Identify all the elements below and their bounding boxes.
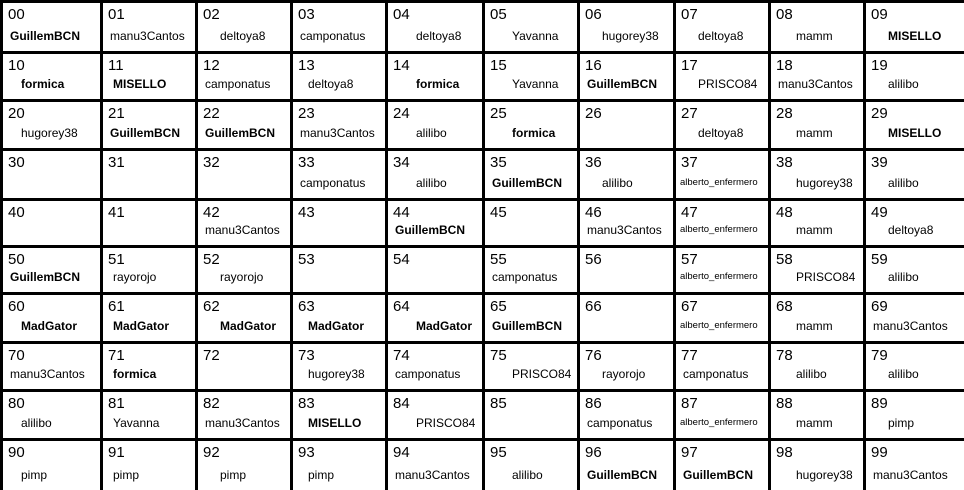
- grid-cell: [388, 102, 482, 148]
- cell-name: mamm: [796, 223, 833, 237]
- cell-number: 14: [393, 57, 410, 74]
- cell-name: manu3Cantos: [873, 319, 948, 333]
- grid-cell: [293, 54, 385, 99]
- cell-number: 40: [8, 204, 25, 221]
- cell-name: formica: [416, 77, 460, 91]
- grid-cell: [3, 3, 100, 51]
- cell-name: GuillemBCN: [492, 176, 563, 190]
- cell-name: deltoya8: [698, 29, 744, 43]
- grid-cell: [293, 3, 385, 51]
- cell-name: pimp: [21, 468, 48, 482]
- grid-cell: [198, 151, 290, 198]
- grid-cell: [198, 3, 290, 51]
- cell-name: MadGator: [113, 319, 170, 333]
- grid-cell: [676, 441, 768, 490]
- cell-number: 15: [490, 57, 507, 74]
- grid-cell: [676, 295, 768, 341]
- cell-number: 02: [203, 6, 220, 23]
- cell-number: 77: [681, 347, 698, 364]
- cell-name: hugorey38: [796, 468, 853, 482]
- grid-cell: [198, 102, 290, 148]
- grid-cell: [771, 344, 863, 389]
- grid-cell: [676, 248, 768, 292]
- cell-name: manu3Cantos: [205, 416, 280, 430]
- cell-name: MadGator: [416, 319, 473, 333]
- grid-cell: [3, 295, 100, 341]
- grid-cell: [485, 295, 577, 341]
- cell-number: 71: [108, 347, 125, 364]
- cell-name: formica: [21, 77, 65, 91]
- grid-cell: [103, 54, 195, 99]
- grid-cell: [388, 248, 482, 292]
- cell-name: manu3Cantos: [10, 367, 85, 381]
- grid-cell: [293, 295, 385, 341]
- grid-cell: [103, 344, 195, 389]
- grid-cell: [866, 441, 964, 490]
- cell-number: 54: [393, 251, 410, 268]
- grid-cell: [771, 54, 863, 99]
- grid-cell: [198, 295, 290, 341]
- cell-number: 69: [871, 298, 888, 315]
- cell-number: 36: [585, 154, 602, 171]
- cell-number: 95: [490, 444, 507, 461]
- cell-name: manu3Cantos: [873, 468, 948, 482]
- cell-number: 13: [298, 57, 315, 74]
- cell-number: 61: [108, 298, 125, 315]
- cell-name: alilibo: [888, 77, 919, 91]
- cell-number: 66: [585, 298, 602, 315]
- grid-cell: [580, 392, 673, 438]
- grid-cell: [198, 248, 290, 292]
- grid-cell: [580, 201, 673, 245]
- cell-number: 23: [298, 105, 315, 122]
- cell-name: PRISCO84: [698, 77, 758, 91]
- cell-number: 09: [871, 6, 888, 23]
- cell-number: 76: [585, 347, 602, 364]
- cell-name: deltoya8: [888, 223, 934, 237]
- grid-cell: [103, 441, 195, 490]
- grid-cell: [103, 151, 195, 198]
- cell-number: 79: [871, 347, 888, 364]
- cell-name: GuillemBCN: [395, 223, 466, 237]
- cell-number: 60: [8, 298, 25, 315]
- cell-name: deltoya8: [698, 126, 744, 140]
- cell-number: 87: [681, 395, 698, 412]
- cell-name: camponatus: [300, 29, 366, 43]
- grid-cell: [388, 3, 482, 51]
- cell-name: alilibo: [602, 176, 633, 190]
- cell-name: MISELLO: [888, 126, 942, 140]
- cell-name: alberto_enfermero: [680, 177, 758, 188]
- grid-cell: [388, 201, 482, 245]
- grid-cell: [293, 441, 385, 490]
- cell-name: mamm: [796, 416, 833, 430]
- grid-cell: [676, 54, 768, 99]
- cell-number: 38: [776, 154, 793, 171]
- grid-cell: [771, 295, 863, 341]
- cell-number: 11: [108, 57, 124, 74]
- cell-number: 75: [490, 347, 507, 364]
- grid-cell: [388, 392, 482, 438]
- cell-name: hugorey38: [602, 29, 659, 43]
- cell-name: GuillemBCN: [587, 77, 658, 91]
- cell-name: MadGator: [21, 319, 78, 333]
- cell-name: mamm: [796, 126, 833, 140]
- cell-number: 03: [298, 6, 315, 23]
- cell-number: 50: [8, 251, 25, 268]
- grid-cell: [771, 102, 863, 148]
- cell-number: 90: [8, 444, 25, 461]
- cell-name: pimp: [308, 468, 335, 482]
- grid-cell: [771, 248, 863, 292]
- cell-number: 21: [108, 105, 125, 122]
- cell-number: 88: [776, 395, 793, 412]
- cell-number: 96: [585, 444, 602, 461]
- cell-number: 24: [393, 105, 410, 122]
- cell-name: hugorey38: [21, 126, 78, 140]
- cell-name: MadGator: [220, 319, 277, 333]
- grid-cell: [485, 441, 577, 490]
- cell-name: manu3Cantos: [395, 468, 470, 482]
- cell-name: hugorey38: [796, 176, 853, 190]
- cell-name: MISELLO: [113, 77, 167, 91]
- cell-name: GuillemBCN: [683, 468, 754, 482]
- cell-name: hugorey38: [308, 367, 365, 381]
- cell-name: alberto_enfermero: [680, 271, 758, 282]
- cell-name: manu3Cantos: [110, 29, 185, 43]
- cell-number: 55: [490, 251, 507, 268]
- grid-cell: [580, 54, 673, 99]
- cell-number: 06: [585, 6, 602, 23]
- grid-cell: [388, 295, 482, 341]
- grid-cell: [676, 344, 768, 389]
- cell-name: PRISCO84: [416, 416, 476, 430]
- cell-number: 83: [298, 395, 315, 412]
- cell-number: 18: [776, 57, 793, 74]
- grid-cell: [293, 392, 385, 438]
- cell-name: alilibo: [888, 367, 919, 381]
- cell-name: manu3Cantos: [587, 223, 662, 237]
- grid-cell: [198, 392, 290, 438]
- grid-cell: [485, 54, 577, 99]
- cell-name: camponatus: [587, 416, 653, 430]
- grid-cell: [676, 392, 768, 438]
- cell-name: rayorojo: [602, 367, 646, 381]
- cell-name: pimp: [888, 416, 915, 430]
- cell-name: GuillemBCN: [587, 468, 658, 482]
- grid-cell: [866, 201, 964, 245]
- cell-name: manu3Cantos: [778, 77, 853, 91]
- cell-number: 92: [203, 444, 220, 461]
- grid-cell: [293, 201, 385, 245]
- cell-number: 97: [681, 444, 698, 461]
- grid-cell: [485, 392, 577, 438]
- cell-number: 70: [8, 347, 25, 364]
- grid-cell: [771, 441, 863, 490]
- cell-number: 58: [776, 251, 793, 268]
- grid-cell: [103, 248, 195, 292]
- cell-number: 89: [871, 395, 888, 412]
- cell-name: pimp: [220, 468, 247, 482]
- cell-number: 86: [585, 395, 602, 412]
- cell-name: PRISCO84: [796, 270, 856, 284]
- cell-number: 98: [776, 444, 793, 461]
- cell-number: 93: [298, 444, 315, 461]
- cell-number: 94: [393, 444, 410, 461]
- cell-number: 67: [681, 298, 698, 315]
- cell-name: deltoya8: [308, 77, 354, 91]
- cell-name: camponatus: [492, 270, 558, 284]
- cell-number: 26: [585, 105, 602, 122]
- cell-number: 25: [490, 105, 507, 122]
- cell-number: 63: [298, 298, 315, 315]
- cell-number: 72: [203, 347, 220, 364]
- cell-name: GuillemBCN: [10, 29, 81, 43]
- cell-name: deltoya8: [220, 29, 266, 43]
- grid-cell: [485, 3, 577, 51]
- grid-cell: [580, 102, 673, 148]
- cell-number: 49: [871, 204, 888, 221]
- cell-number: 34: [393, 154, 410, 171]
- cell-name: pimp: [113, 468, 140, 482]
- grid-cell: [485, 151, 577, 198]
- grid-cell: [580, 295, 673, 341]
- cell-name: formica: [512, 126, 556, 140]
- cell-name: GuillemBCN: [205, 126, 276, 140]
- grid-cell: [103, 392, 195, 438]
- grid-cell: [103, 201, 195, 245]
- grid-cell: [771, 201, 863, 245]
- cell-name: alberto_enfermero: [680, 224, 758, 235]
- grid-cell: [866, 392, 964, 438]
- cell-number: 57: [681, 251, 698, 268]
- cell-number: 33: [298, 154, 315, 171]
- cell-number: 17: [681, 57, 698, 74]
- grid-cell: [580, 151, 673, 198]
- grid-cell: [293, 248, 385, 292]
- cell-number: 44: [393, 204, 410, 221]
- cell-name: alilibo: [416, 126, 447, 140]
- grid-cell: [388, 441, 482, 490]
- cell-number: 65: [490, 298, 507, 315]
- cell-number: 10: [8, 57, 25, 74]
- cell-name: GuillemBCN: [10, 270, 81, 284]
- grid-cell: [198, 344, 290, 389]
- cell-number: 12: [203, 57, 220, 74]
- cell-name: camponatus: [683, 367, 749, 381]
- grid-cell: [866, 344, 964, 389]
- cell-number: 68: [776, 298, 793, 315]
- grid-cell: [676, 3, 768, 51]
- cell-number: 81: [108, 395, 125, 412]
- cell-number: 80: [8, 395, 25, 412]
- cell-name: alilibo: [416, 176, 447, 190]
- cell-number: 85: [490, 395, 507, 412]
- grid-cell: [676, 151, 768, 198]
- cell-number: 84: [393, 395, 410, 412]
- cell-name: MISELLO: [308, 416, 362, 430]
- cell-number: 19: [871, 57, 888, 74]
- cell-number: 53: [298, 251, 315, 268]
- cell-number: 56: [585, 251, 602, 268]
- grid-cell: [388, 54, 482, 99]
- cell-name: alilibo: [796, 367, 827, 381]
- cell-name: GuillemBCN: [110, 126, 181, 140]
- cell-number: 51: [108, 251, 125, 268]
- cell-name: alberto_enfermero: [680, 417, 758, 428]
- grid-cell: [866, 3, 964, 51]
- cell-number: 20: [8, 105, 25, 122]
- cell-number: 29: [871, 105, 888, 122]
- grid-cell: [3, 248, 100, 292]
- cell-name: manu3Cantos: [205, 223, 280, 237]
- cell-number: 16: [585, 57, 602, 74]
- cell-name: formica: [113, 367, 157, 381]
- cell-number: 48: [776, 204, 793, 221]
- grid-cell: [198, 54, 290, 99]
- cell-number: 73: [298, 347, 315, 364]
- cell-name: deltoya8: [416, 29, 462, 43]
- grid-cell: [388, 344, 482, 389]
- grid-cell: [485, 102, 577, 148]
- grid-cell: [198, 441, 290, 490]
- grid-cell: [198, 201, 290, 245]
- cell-number: 37: [681, 154, 698, 171]
- grid-cell: [676, 201, 768, 245]
- grid-cell: [3, 54, 100, 99]
- grid-cell: [3, 441, 100, 490]
- cell-number: 99: [871, 444, 888, 461]
- grid-cell: [580, 441, 673, 490]
- cell-number: 04: [393, 6, 410, 23]
- cell-number: 28: [776, 105, 793, 122]
- grid-cell: [580, 248, 673, 292]
- cell-number: 08: [776, 6, 793, 23]
- cell-number: 07: [681, 6, 698, 23]
- grid-cell: [866, 295, 964, 341]
- grid-cell: [293, 102, 385, 148]
- cell-number: 78: [776, 347, 793, 364]
- grid-cell: [866, 54, 964, 99]
- cell-number: 05: [490, 6, 507, 23]
- cell-number: 52: [203, 251, 220, 268]
- grid-cell: [771, 392, 863, 438]
- grid-cell: [103, 295, 195, 341]
- grid-cell: [388, 151, 482, 198]
- grid-cell: [3, 102, 100, 148]
- cell-number: 45: [490, 204, 507, 221]
- cell-name: camponatus: [205, 77, 271, 91]
- grid-cell: [580, 344, 673, 389]
- grid-cell: [3, 392, 100, 438]
- grid-cell: [103, 3, 195, 51]
- grid-cell: [866, 102, 964, 148]
- cell-name: alilibo: [512, 468, 543, 482]
- cell-name: mamm: [796, 319, 833, 333]
- grid-cell: [866, 151, 964, 198]
- cell-name: PRISCO84: [512, 367, 572, 381]
- cell-number: 32: [203, 154, 220, 171]
- cell-name: manu3Cantos: [300, 126, 375, 140]
- cell-name: camponatus: [300, 176, 366, 190]
- grid-cell: [103, 102, 195, 148]
- cell-name: rayorojo: [113, 270, 157, 284]
- cell-name: MISELLO: [888, 29, 942, 43]
- cell-number: 41: [108, 204, 125, 221]
- cell-number: 27: [681, 105, 698, 122]
- cell-name: alilibo: [888, 176, 919, 190]
- grid-cell: [485, 344, 577, 389]
- cell-number: 42: [203, 204, 220, 221]
- cell-number: 22: [203, 105, 220, 122]
- cell-number: 64: [393, 298, 410, 315]
- cell-number: 01: [108, 6, 125, 23]
- grid-cell: [3, 151, 100, 198]
- cell-name: mamm: [796, 29, 833, 43]
- cell-name: alilibo: [21, 416, 52, 430]
- cell-number: 39: [871, 154, 888, 171]
- cell-name: alilibo: [888, 270, 919, 284]
- cell-name: Yavanna: [113, 416, 160, 430]
- cell-number: 35: [490, 154, 507, 171]
- grid-cell: [771, 151, 863, 198]
- grid-cell: [293, 151, 385, 198]
- grid-cell: [485, 248, 577, 292]
- grid-cell: [771, 3, 863, 51]
- grid-cell: [293, 344, 385, 389]
- grid-cell: [866, 248, 964, 292]
- cell-number: 59: [871, 251, 888, 268]
- cell-number: 47: [681, 204, 698, 221]
- cell-number: 31: [108, 154, 125, 171]
- cell-number: 46: [585, 204, 602, 221]
- cell-number: 91: [108, 444, 125, 461]
- cell-number: 43: [298, 204, 315, 221]
- grid-cell: [485, 201, 577, 245]
- grid-cell: [3, 344, 100, 389]
- cell-number: 62: [203, 298, 220, 315]
- grid-cell: [676, 102, 768, 148]
- grid-cell: [580, 3, 673, 51]
- cell-number: 00: [8, 6, 25, 23]
- cell-name: alberto_enfermero: [680, 320, 758, 331]
- cell-name: GuillemBCN: [492, 319, 563, 333]
- cell-number: 82: [203, 395, 220, 412]
- cell-name: camponatus: [395, 367, 461, 381]
- cell-name: Yavanna: [512, 29, 559, 43]
- cell-name: MadGator: [308, 319, 365, 333]
- cell-number: 30: [8, 154, 25, 171]
- cell-number: 74: [393, 347, 410, 364]
- cell-name: rayorojo: [220, 270, 264, 284]
- grid-cell: [3, 201, 100, 245]
- cell-name: Yavanna: [512, 77, 559, 91]
